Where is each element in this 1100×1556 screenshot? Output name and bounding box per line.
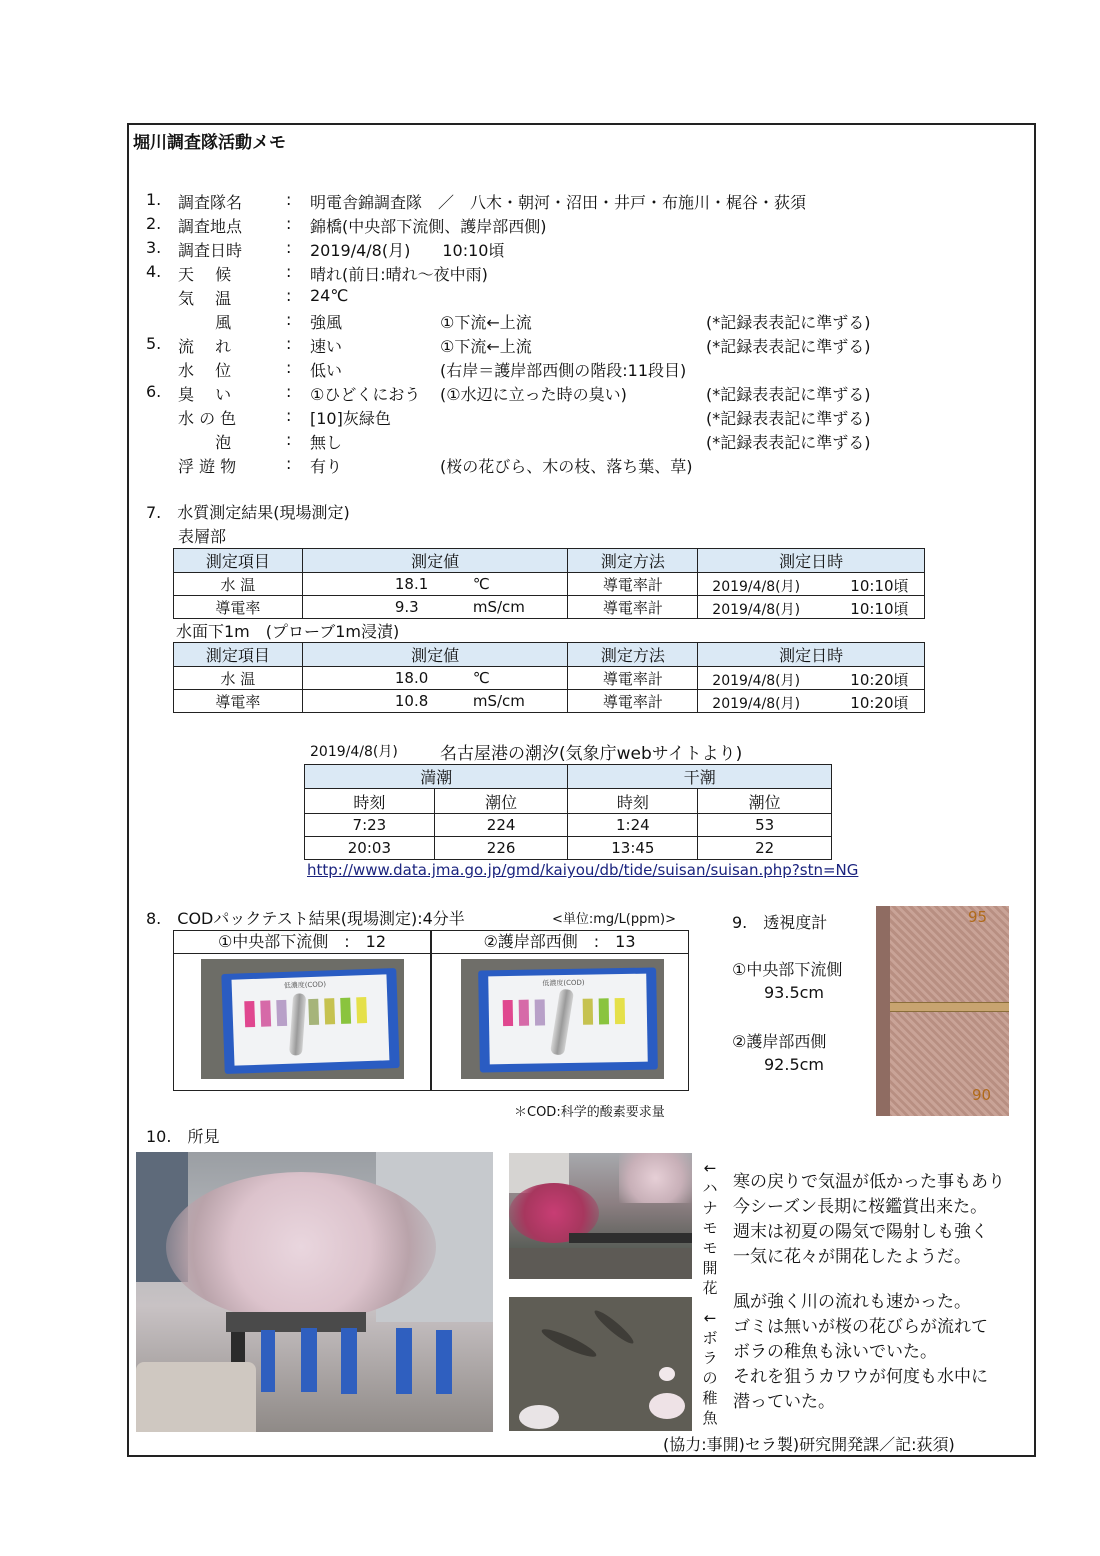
petal	[649, 1393, 685, 1419]
cod-photo-left	[201, 959, 404, 1079]
item-colon: :	[286, 214, 292, 233]
cell-item: 水 温	[174, 573, 303, 596]
item-label: 調査地点	[178, 217, 243, 236]
person	[301, 1328, 317, 1392]
person	[261, 1330, 275, 1392]
tide-cell: 20:03	[305, 837, 435, 860]
header-datetime: 測定日時	[698, 643, 925, 667]
header-value: 測定値	[302, 643, 568, 667]
meter-scale-bottom: 90	[972, 1086, 992, 1104]
low-tide-header: 干潮	[568, 765, 832, 789]
item-value: [10]灰緑色	[310, 409, 391, 428]
date-text: 2019/4/8(月)	[712, 579, 801, 595]
item-value: ①ひどくにおう	[310, 385, 421, 404]
group-photo	[136, 1152, 493, 1432]
observation-line: 寒の戻りで気温が低かった事もあり	[733, 1172, 1005, 1192]
tide-table	[304, 764, 832, 860]
riverbank	[509, 1248, 692, 1279]
cod-divider	[430, 931, 432, 1090]
subheader-level: 潮位	[698, 789, 832, 814]
date-text: 2019/4/8(月)	[712, 602, 801, 618]
observation-line: ボラの稚魚も泳いでいた。	[733, 1342, 937, 1362]
observation-line: 週末は初夏の陽気で陽射しも強く	[733, 1222, 988, 1242]
item-number: 4.	[146, 262, 162, 281]
header-datetime: 測定日時	[698, 549, 925, 573]
item-detail: (①水辺に立った時の臭い)	[440, 385, 627, 404]
header-value: 測定値	[302, 549, 568, 573]
item-note: (*記録表表記に準ずる)	[706, 337, 871, 356]
cell-datetime	[698, 596, 925, 619]
color-swatch	[583, 999, 593, 1025]
observation-paragraph-2	[733, 1290, 988, 1415]
item-label: 臭 い	[178, 385, 232, 404]
observation-line: ゴミは無いが桜の花びらが流れて	[733, 1317, 988, 1337]
item-value: 無し	[310, 433, 343, 452]
item-label: 天 候	[178, 265, 232, 284]
cod-results-box	[173, 930, 689, 1091]
cod-unit: <単位:mg/L(ppm)>	[552, 912, 677, 927]
item-colon: :	[286, 382, 292, 401]
item-label: 気 温	[178, 289, 232, 308]
color-swatch	[244, 1001, 255, 1027]
transparency-p1-label: ①中央部下流側	[732, 960, 843, 979]
item-label: 調査日時	[178, 241, 243, 260]
surface-table	[173, 548, 925, 619]
findings-heading: 10. 所見	[146, 1127, 220, 1146]
item-number: 2.	[146, 214, 162, 233]
cell-value	[302, 596, 568, 619]
person	[396, 1328, 412, 1394]
cell-method: 導電率計	[568, 573, 698, 596]
caption-mullet-fry: ←ボラの稚魚	[702, 1309, 718, 1427]
item-colon: :	[286, 310, 292, 329]
item-number: 6.	[146, 382, 162, 401]
tide-cell: 224	[434, 814, 568, 837]
value-number: 18.0	[394, 669, 429, 687]
color-swatch	[260, 1000, 271, 1026]
color-swatch	[276, 1000, 287, 1026]
transparency-p2-label: ②護岸部西側	[732, 1032, 827, 1051]
item-colon: :	[286, 454, 292, 473]
value-unit: ℃	[472, 575, 490, 593]
cell-method: 導電率計	[568, 596, 698, 619]
item-detail: (右岸＝護岸部西側の階段:11段目)	[440, 361, 687, 380]
fish-shadow	[592, 1307, 637, 1347]
item-number: 1.	[146, 190, 162, 209]
color-swatch	[615, 998, 625, 1024]
pack-board	[478, 967, 658, 1072]
observation-line: それを狙うカワウが何度も水中に	[733, 1367, 988, 1387]
color-swatch	[519, 1000, 529, 1026]
petal	[519, 1405, 559, 1429]
deep-table	[173, 642, 925, 713]
time-text: 10:10頃	[850, 577, 909, 595]
cod-left-label: ①中央部下流側 : 12	[174, 931, 430, 954]
tide-title: 名古屋港の潮汐(気象庁webサイトより)	[440, 744, 743, 764]
item-label: 調査隊名	[178, 193, 243, 212]
date-text: 2019/4/8(月)	[712, 696, 801, 712]
item-detail: ①下流←上流	[440, 337, 532, 356]
item-label: 浮 遊 物	[178, 457, 237, 476]
meter-edge	[876, 906, 890, 1116]
item-note: (*記録表表記に準ずる)	[706, 385, 871, 404]
deep-label: 水面下1m (プローブ1m浸漬)	[176, 622, 400, 641]
table-row	[174, 596, 925, 619]
subheader-time: 時刻	[568, 789, 698, 814]
color-swatch	[324, 998, 335, 1024]
header-method: 測定方法	[568, 643, 698, 667]
cell-datetime	[698, 667, 925, 690]
item-value: 速い	[310, 337, 343, 356]
value-number: 9.3	[394, 598, 419, 616]
tide-cell: 22	[698, 837, 832, 860]
footer-credit: (協力:事開)セラ製)研究開発課／記:荻須)	[663, 1435, 955, 1454]
person	[341, 1328, 357, 1394]
item-value: 24℃	[310, 286, 349, 305]
item-colon: :	[286, 430, 292, 449]
bench	[136, 1362, 256, 1432]
cell-datetime	[698, 690, 925, 713]
subheader-level: 潮位	[434, 789, 568, 814]
water-quality-heading: 7. 水質測定結果(現場測定)	[146, 503, 350, 522]
transparency-p1-value: 93.5cm	[764, 983, 825, 1002]
tide-date: 2019/4/8(月)	[310, 744, 398, 760]
value-number: 10.8	[394, 692, 429, 710]
color-swatch	[503, 1000, 513, 1026]
transparency-p2-value: 92.5cm	[764, 1055, 825, 1074]
table-row	[174, 573, 925, 596]
value-number: 18.1	[394, 575, 429, 593]
item-note: (*記録表表記に準ずる)	[706, 313, 871, 332]
peach-blossom-photo	[509, 1153, 692, 1279]
item-value: 強風	[310, 313, 343, 332]
item-label: 流 れ	[178, 337, 232, 356]
pack-tube	[289, 993, 306, 1056]
tide-cell: 53	[698, 814, 832, 837]
item-colon: :	[286, 406, 292, 425]
item-label: 風	[178, 313, 232, 332]
item-note: (*記録表表記に準ずる)	[706, 433, 871, 452]
color-swatch	[599, 998, 609, 1024]
pack-card	[232, 974, 390, 1065]
surface-label: 表層部	[178, 527, 227, 546]
item-label: 泡	[178, 433, 232, 452]
cherry-tree	[166, 1172, 436, 1322]
item-note: (*記録表表記に準ずる)	[706, 409, 871, 428]
tide-subheader-row	[305, 789, 832, 814]
cod-right-label: ②護岸部西側 : 13	[431, 931, 688, 954]
tide-cell: 13:45	[568, 837, 698, 860]
high-tide-header: 満潮	[305, 765, 568, 789]
value-unit: ℃	[472, 669, 490, 687]
item-label: 水 の 色	[178, 409, 237, 428]
item-value: 明電舎錦調査隊 ／ 八木・朝河・沼田・井戸・布施川・梶谷・荻須	[310, 193, 807, 212]
header-method: 測定方法	[568, 549, 698, 573]
tide-cell: 1:24	[568, 814, 698, 837]
header-item: 測定項目	[174, 549, 303, 573]
color-swatch	[340, 998, 351, 1024]
cell-value	[302, 667, 568, 690]
page-title: 堀川調査隊活動メモ	[133, 133, 286, 153]
cell-item: 水 温	[174, 667, 303, 690]
meter-level-line	[890, 1002, 1009, 1012]
item-colon: :	[286, 334, 292, 353]
observation-line: 風が強く川の流れも速かった。	[733, 1292, 971, 1312]
item-value: 低い	[310, 361, 343, 380]
cod-note: ＊COD:科学的酸素要求量	[514, 1105, 665, 1120]
item-number: 5.	[146, 334, 162, 353]
date-text: 2019/4/8(月)	[712, 673, 801, 689]
time-text: 10:20頃	[850, 671, 909, 689]
railing	[569, 1233, 692, 1243]
transparency-meter-photo	[876, 906, 1009, 1116]
meter-scale-top: 95	[968, 908, 988, 926]
observation-paragraph-1	[733, 1170, 1005, 1270]
item-value: 有り	[310, 457, 343, 476]
observation-line: 潜っていた。	[733, 1392, 835, 1412]
cell-item: 導電率	[174, 596, 303, 619]
color-swatch	[535, 999, 545, 1025]
color-swatch	[356, 997, 367, 1023]
cell-method: 導電率計	[568, 690, 698, 713]
tide-source-link[interactable]: http://www.data.jma.go.jp/gmd/kaiyou/db/tide/suisan/suisan.php?stn=NG	[307, 861, 859, 879]
tide-cell: 7:23	[305, 814, 435, 837]
item-colon: :	[286, 358, 292, 377]
pack-card-label: 低濃度(COD)	[283, 980, 327, 990]
cod-heading: 8. CODパックテスト結果(現場測定):4分半	[146, 909, 465, 928]
table-row	[174, 690, 925, 713]
item-number: 3.	[146, 238, 162, 257]
table-row	[174, 667, 925, 690]
item-detail: ①下流←上流	[440, 313, 532, 332]
cell-datetime	[698, 573, 925, 596]
item-colon: :	[286, 262, 292, 281]
tide-cell: 226	[434, 837, 568, 860]
item-value: 錦橋(中央部下流側、護岸部西側)	[310, 217, 547, 236]
fish-photo	[509, 1297, 692, 1431]
time-text: 10:20頃	[850, 694, 909, 712]
observation-line: 一気に花々が開花したようだ。	[733, 1247, 971, 1267]
transparency-heading: 9. 透視度計	[732, 913, 828, 932]
cell-value	[302, 573, 568, 596]
value-unit: mS/cm	[472, 692, 525, 710]
pack-board	[221, 968, 399, 1074]
caption-peach-blossom: ←ハナモモ開花	[702, 1159, 718, 1297]
item-colon: :	[286, 286, 292, 305]
petal	[659, 1367, 675, 1381]
color-swatch	[308, 999, 319, 1025]
time-text: 10:10頃	[850, 600, 909, 618]
tide-group-row	[305, 765, 832, 789]
header-item: 測定項目	[174, 643, 303, 667]
cell-value	[302, 690, 568, 713]
table-header-row	[174, 643, 925, 667]
item-label: 水 位	[178, 361, 232, 380]
cod-photo-right	[461, 959, 664, 1079]
cell-item: 導電率	[174, 690, 303, 713]
item-colon: :	[286, 190, 292, 209]
pack-card-label: 低濃度(COD)	[542, 978, 585, 988]
cherry-tree	[619, 1153, 692, 1203]
person	[436, 1330, 452, 1394]
item-detail: (桜の花びら、木の枝、落ち葉、草)	[440, 457, 693, 476]
item-colon: :	[286, 238, 292, 257]
observation-line: 今シーズン長期に桜鑑賞出来た。	[733, 1197, 988, 1217]
fish-shadow	[539, 1325, 598, 1361]
pack-tube	[550, 988, 574, 1055]
subheader-time: 時刻	[305, 789, 435, 814]
table-row	[305, 837, 832, 860]
table-header-row	[174, 549, 925, 573]
value-unit: mS/cm	[472, 598, 525, 616]
item-value: 晴れ(前日:晴れ～夜中雨)	[310, 265, 488, 284]
item-value: 2019/4/8(月) 10:10頃	[310, 241, 505, 260]
table-row	[305, 814, 832, 837]
cell-method: 導電率計	[568, 667, 698, 690]
pack-card	[488, 974, 648, 1065]
